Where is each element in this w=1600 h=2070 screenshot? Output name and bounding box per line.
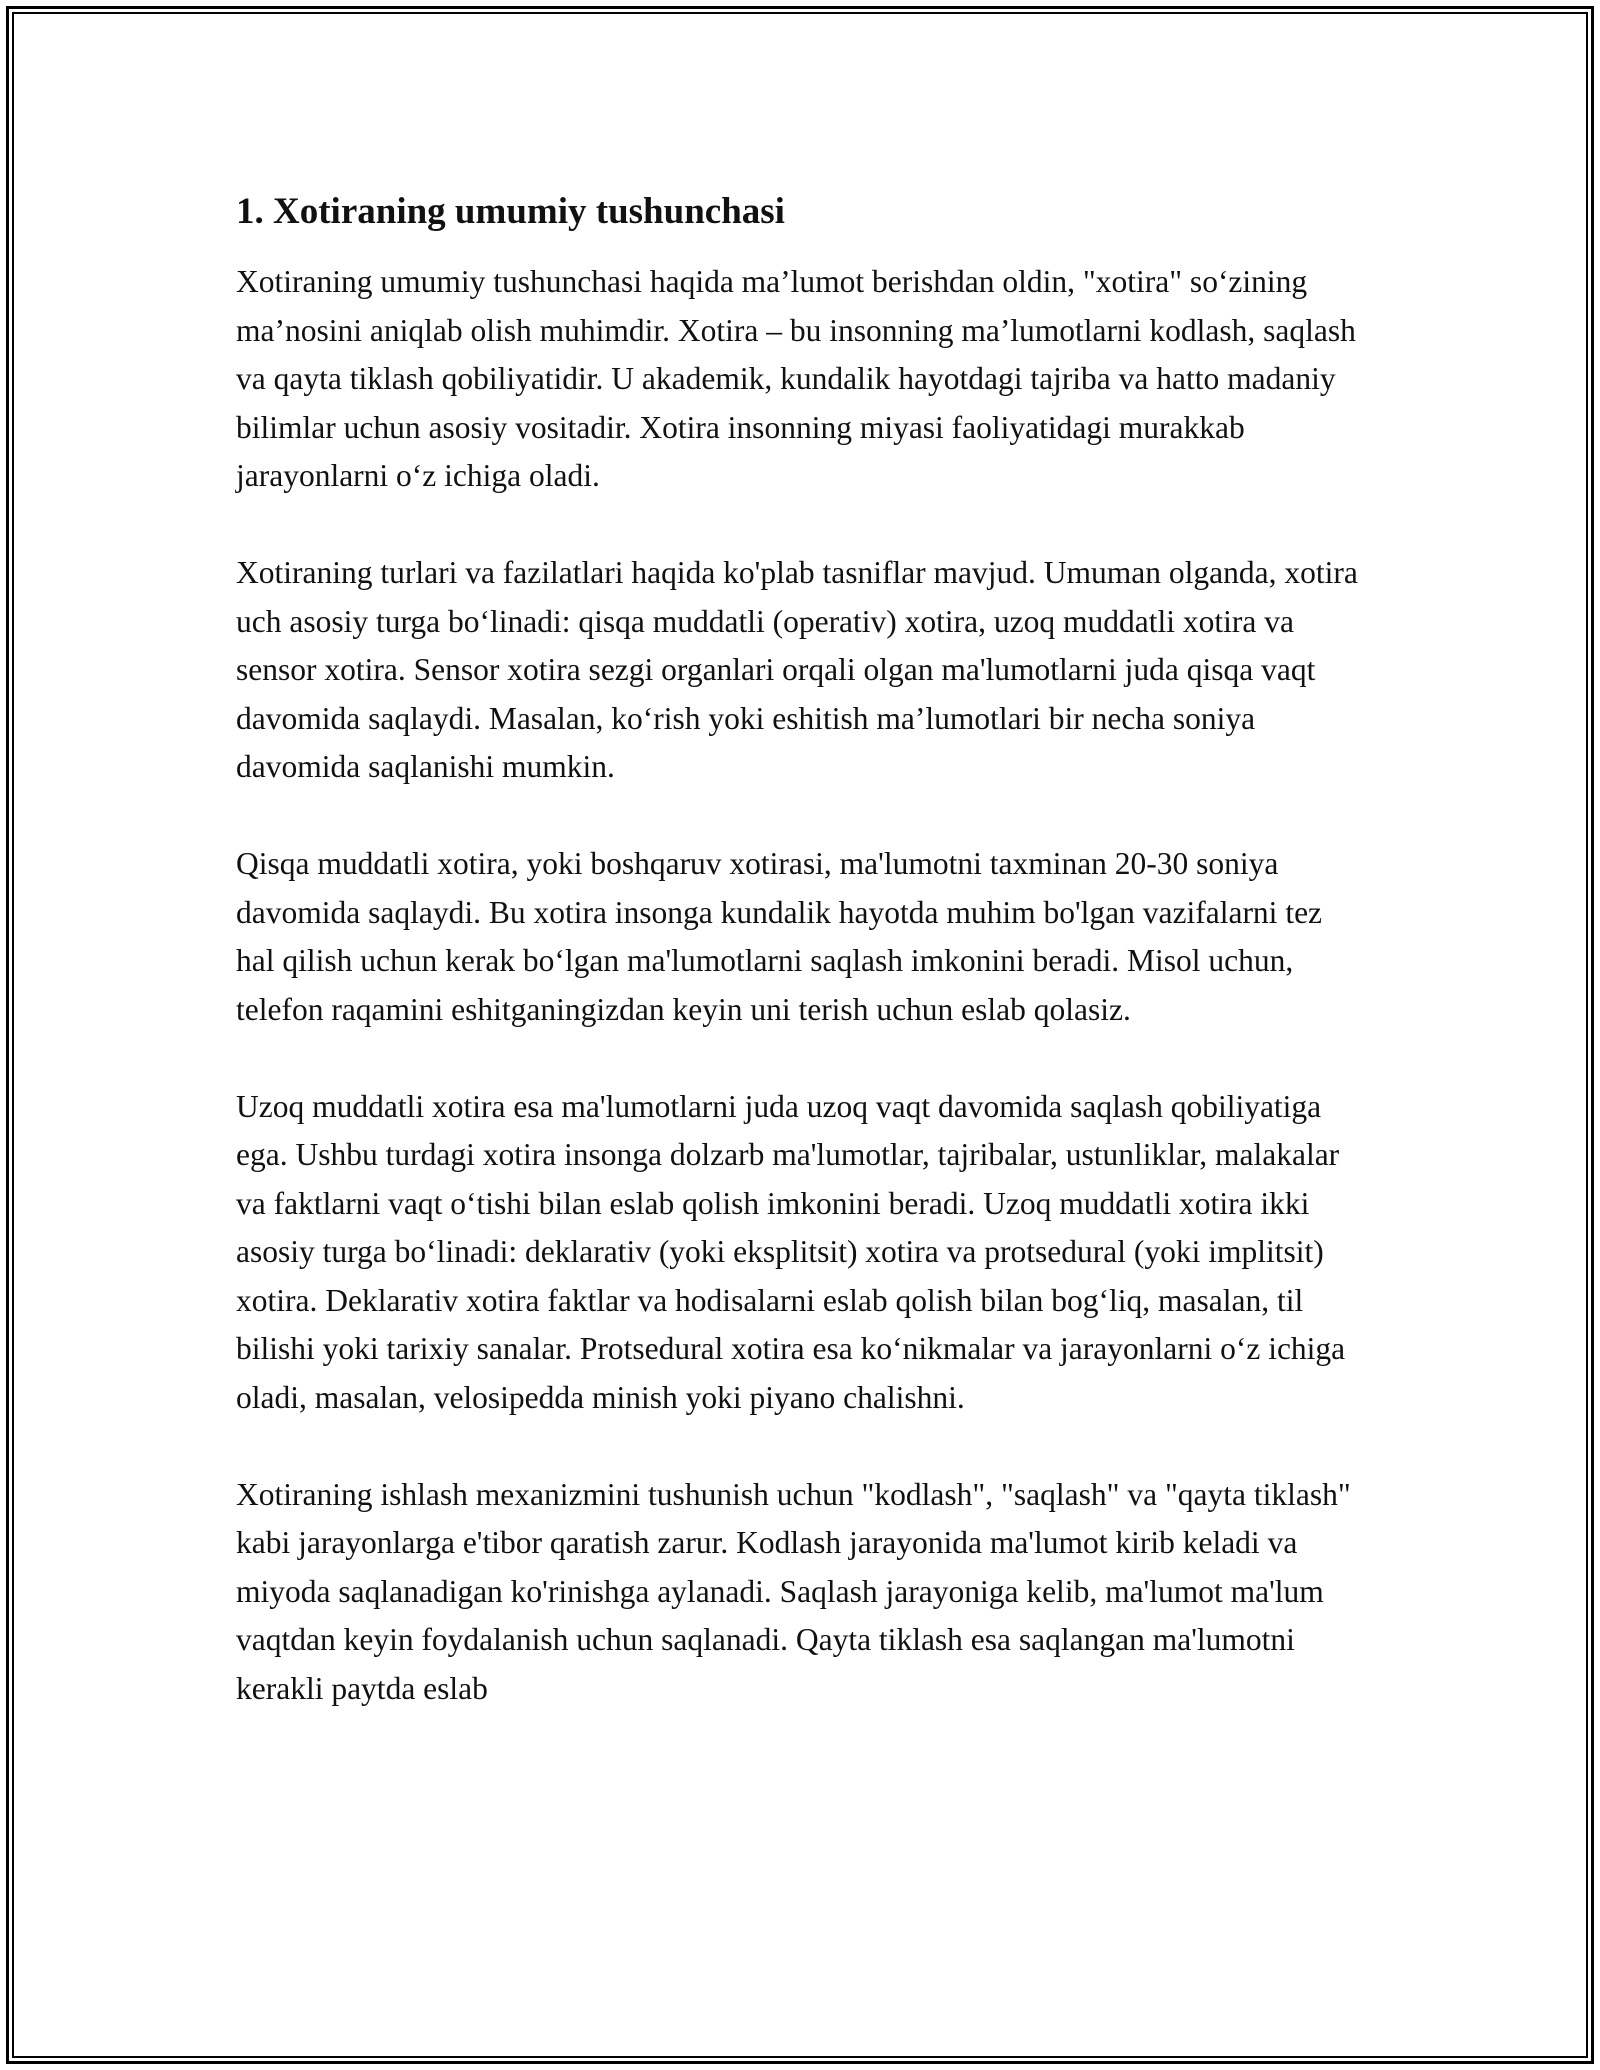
- paragraph-3: Qisqa muddatli xotira, yoki boshqaruv xotirasi, ma'lumotni taxminan 20-30 soniya davomida saqlaydi. Bu xotira insonga kundalik hayotda muhim bo'lgan vazifalarni tez hal qilish uchun kerak bo‘lgan ma'lumotlarni saqlash imkonini beradi. Misol uchun, telefon raqamini eshitganingizdan keyin uni terish uchun eslab qolasiz.: [236, 846, 1323, 1027]
- paragraph-4: Uzoq muddatli xotira esa ma'lumotlarni juda uzoq vaqt davomida saqlash qobiliyatiga ega. Ushbu turdagi xotira insonga dolzarb ma'lumotlar, tajribalar, ustunliklar, malakalar va faktlarni vaqt o‘tishi bilan eslab qolish imkonini beradi. Uzoq muddatli xotira ikki asosiy turga bo‘linadi: deklarativ (yoki eksplitsit) xotira va protsedural (yoki implitsit) xotira. Deklarativ xotira faktlar va hodisalarni eslab qolish bilan bog‘liq, masalan, til bilishi yoki tarixiy sanalar. Protsedural xotira esa ko‘nikmalar va jarayonlarni o‘z ichiga oladi, masalan, velosipedda minish yoki piyano chalishni.: [236, 1088, 1346, 1415]
- section-heading: 1. Xotiraning umumiy tushunchasi: [236, 191, 785, 232]
- paragraph-1: Xotiraning umumiy tushunchasi haqida ma’lumot berishdan oldin, "xotira" so‘zining ma’nosini aniqlab olish muhimdir. Xotira – bu insonning ma’lumotlarni kodlash, saqlash va qayta tiklash qobiliyatidir. U akademik, kundalik hayotdagi tajriba va hatto madaniy bilimlar uchun asosiy vositadir. Xotira insonning miyasi faoliyatidagi murakkab jarayonlarni o‘z ichiga oladi.: [236, 264, 1356, 493]
- document-body: [236, 188, 1366, 1713]
- paragraph-5: Xotiraning ishlash mexanizmini tushunish uchun "kodlash", "saqlash" va "qayta tiklash" kabi jarayonlarga e'tibor qaratish zarur. Kodlash jarayonida ma'lumot kirib keladi va miyoda saqlanadigan ko'rinishga aylanadi. Saqlash jarayoniga kelib, ma'lumot ma'lum vaqtdan keyin foydalanish uchun saqlanadi. Qayta tiklash esa saqlangan ma'lumotni kerakli paytda eslab: [236, 1476, 1351, 1706]
- paragraph-2: Xotiraning turlari va fazilatlari haqida ko'plab tasniflar mavjud. Umuman olganda, xotira uch asosiy turga bo‘linadi: qisqa muddatli (operativ) xotira, uzoq muddatli xotira va sensor xotira. Sensor xotira sezgi organlari orqali olgan ma'lumotlarni juda qisqa vaqt davomida saqlaydi. Masalan, ko‘rish yoki eshitish ma’lumotlari bir necha soniya davomida saqlanishi mumkin.: [236, 555, 1358, 784]
